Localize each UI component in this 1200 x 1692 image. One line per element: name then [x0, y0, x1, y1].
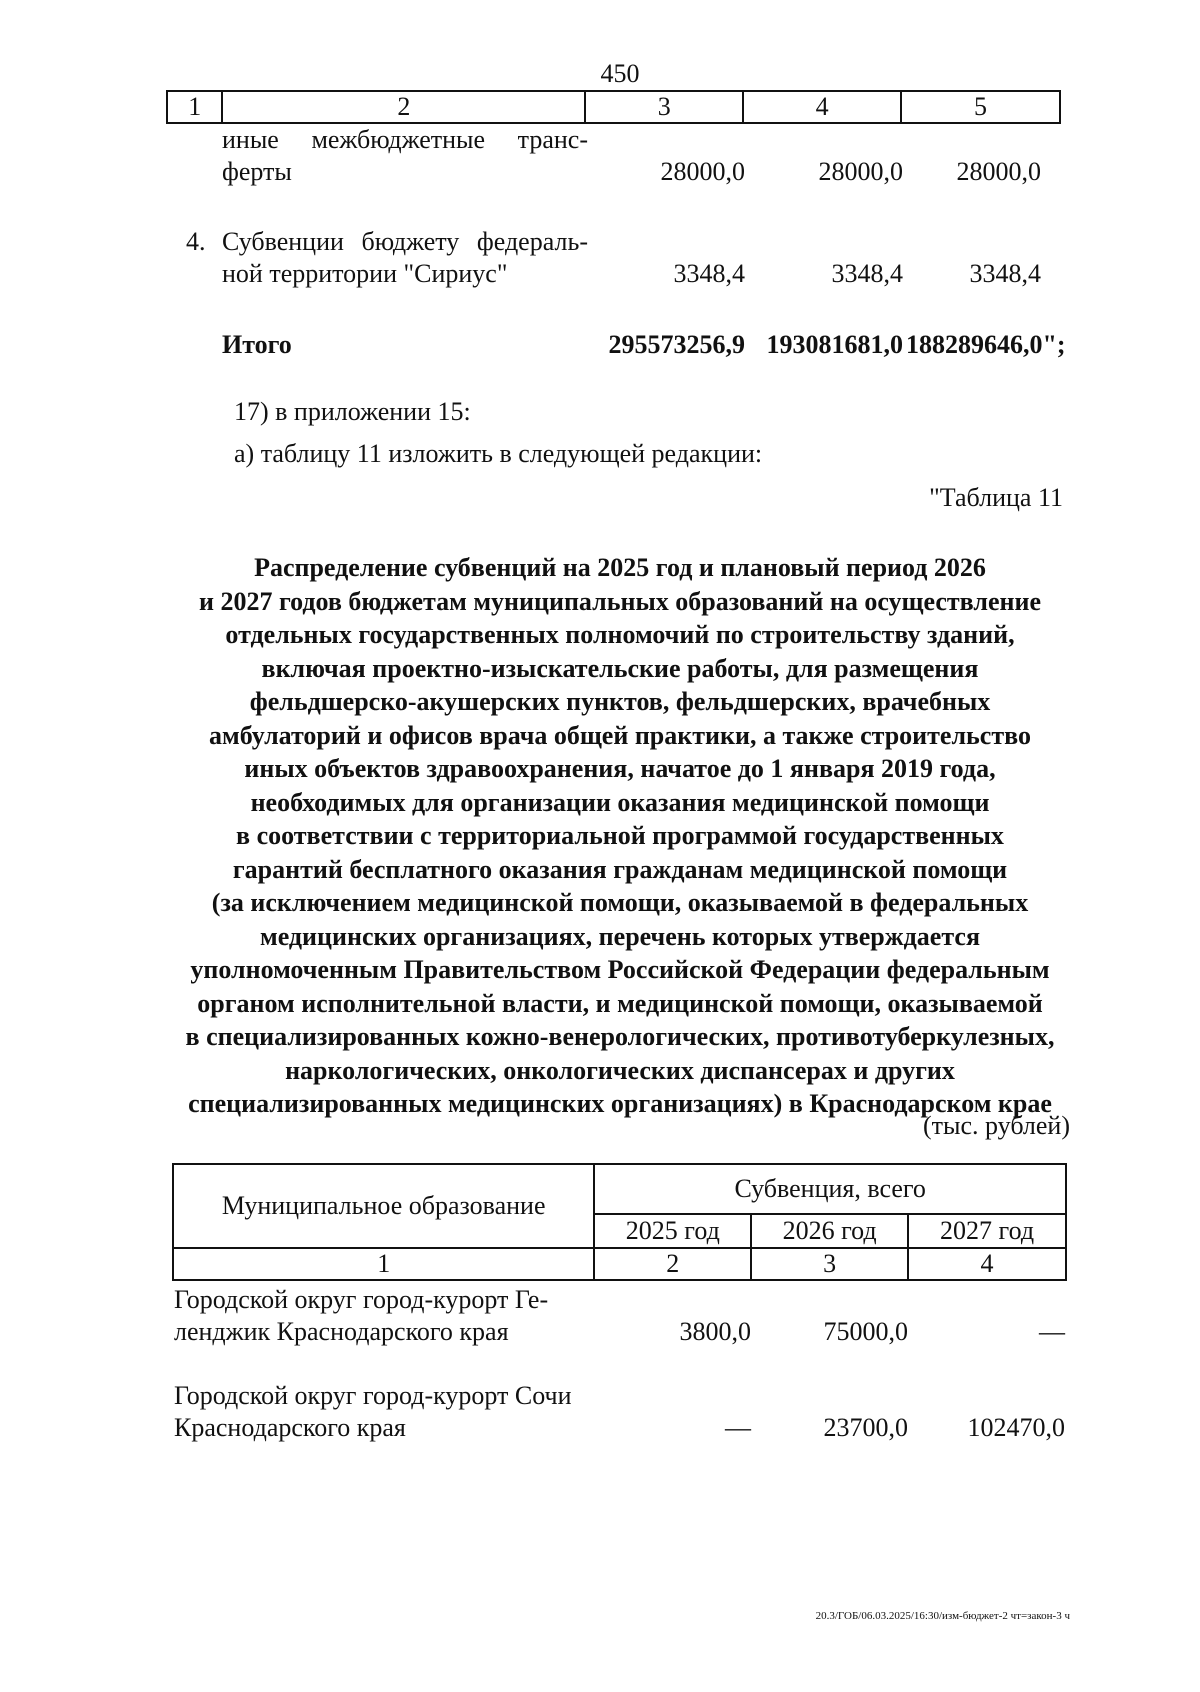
title-line: амбулаторий и офисов врача общей практики, а также строительство	[209, 720, 1031, 750]
top-row-1-word-1: иные	[222, 125, 279, 154]
col-number-2: 2	[594, 1248, 751, 1280]
main-row-1-value-2026: 75000,0	[823, 1317, 908, 1346]
title-line: (за исключением медицинской помощи, оказываемой в федеральных	[211, 888, 1029, 917]
main-row-2-name-line2: Краснодарского края	[174, 1413, 406, 1442]
top-row-2-word-3: федераль-	[476, 227, 588, 256]
top-row-1-value-3: 28000,0	[956, 157, 1041, 186]
top-row-1-value-1: 28000,0	[660, 157, 745, 186]
main-row-2-name-line1: Городской округ город-курорт Сочи	[174, 1381, 572, 1410]
top-row-2-word-2: бюджету	[361, 227, 460, 256]
top-row-2-value-3: 3348,4	[969, 259, 1041, 288]
title-line: отдельных государственных полномочий по строительству зданий,	[225, 620, 1015, 649]
col-year-2025: 2025 год	[594, 1214, 751, 1248]
total-value-1: 295573256,9	[608, 330, 745, 359]
col-year-2027: 2027 год	[908, 1214, 1066, 1248]
total-value-2: 193081681,0	[766, 330, 903, 359]
top-table-col-2: 2	[222, 91, 585, 123]
title-line: органом исполнительной власти, и медицинской помощи, оказываемой	[197, 988, 1043, 1018]
title-line: иных объектов здравоохранения, начатое до 1 января 2019 года,	[244, 754, 996, 783]
top-row-2-number: 4.	[186, 227, 206, 256]
title-line: фельдшерско-акушерских пунктов, фельдшерских, врачебных	[249, 687, 991, 716]
top-row-2-value-2: 3348,4	[831, 259, 903, 288]
main-row-1-value-2027: —	[1039, 1317, 1065, 1346]
title-line: уполномоченным Правительством Российской Федерации федеральным	[190, 955, 1050, 984]
title-line: наркологических, онкологических диспансерах и других	[285, 1055, 955, 1085]
title-line: и 2027 годов бюджетам муниципальных образований на осуществление	[199, 586, 1041, 616]
units-label: (тыс. рублей)	[922, 1111, 1070, 1140]
title-line: в специализированных кожно-венерологических, противотуберкулезных,	[185, 1022, 1055, 1051]
top-row-1-word-2: межбюджетные	[311, 125, 486, 154]
top-table-header	[166, 90, 1061, 124]
title-line: в соответствии с территориальной программой государственных	[236, 821, 1004, 850]
col-municipality-header: Муниципальное образование	[173, 1164, 594, 1248]
table-title	[110, 551, 1130, 1121]
top-table-col-4: 4	[743, 91, 901, 123]
table-caption: "Таблица 11	[929, 483, 1063, 512]
total-value-3: 188289646,0";	[906, 330, 1066, 359]
col-year-2026: 2026 год	[751, 1214, 908, 1248]
page-number: 450	[600, 59, 640, 88]
paragraph-17: 17) в приложении 15:	[234, 397, 471, 426]
top-row-1-name-line2: ферты	[222, 157, 292, 186]
main-row-2-value-2025: —	[725, 1413, 751, 1442]
top-row-2-name-line1	[222, 226, 588, 258]
top-table-col-3: 3	[585, 91, 743, 123]
title-line: Распределение субвенций на 2025 год и плановый период 2026	[254, 553, 986, 582]
top-row-1-word-3: транс-	[517, 125, 588, 154]
col-number-1: 1	[173, 1248, 594, 1280]
title-line: гарантий бесплатного оказания гражданам медицинской помощи	[232, 854, 1008, 884]
top-table-col-5: 5	[901, 91, 1060, 123]
top-row-2-name-line2: ной территории "Сириус"	[222, 259, 508, 288]
top-row-2-value-1: 3348,4	[673, 259, 745, 288]
top-row-1-name-line1	[222, 124, 588, 156]
main-row-2-value-2027: 102470,0	[967, 1413, 1065, 1442]
col-subvention-header: Субвенция, всего	[594, 1164, 1066, 1214]
title-line: необходимых для организации оказания медицинской помощи	[250, 787, 990, 817]
top-row-2-word-1: Субвенции	[222, 227, 344, 256]
total-label: Итого	[222, 330, 292, 359]
title-line: специализированных медицинских организациях) в Краснодарском крае	[188, 1089, 1052, 1118]
main-table-header	[172, 1163, 1067, 1281]
title-line: включая проектно-изыскательские работы, для размещения	[261, 653, 979, 683]
main-row-2-value-2026: 23700,0	[823, 1413, 908, 1442]
footer-code: 20.3/ГОБ/06.03.2025/16:30/изм-бюджет-2 чт=закон-3 ч	[815, 1610, 1070, 1622]
paragraph-a: а) таблицу 11 изложить в следующей редакции:	[234, 439, 763, 468]
top-row-1-value-2: 28000,0	[818, 157, 903, 186]
main-row-1-name-line1: Городской округ город-курорт Ге-	[174, 1285, 549, 1314]
main-row-1-value-2025: 3800,0	[679, 1317, 751, 1346]
main-row-1-name-line2: ленджик Краснодарского края	[174, 1317, 509, 1346]
col-number-3: 3	[751, 1248, 908, 1280]
top-table-col-1: 1	[167, 91, 222, 123]
col-number-4: 4	[908, 1248, 1066, 1280]
title-line: медицинских организациях, перечень которых утверждается	[259, 921, 981, 951]
